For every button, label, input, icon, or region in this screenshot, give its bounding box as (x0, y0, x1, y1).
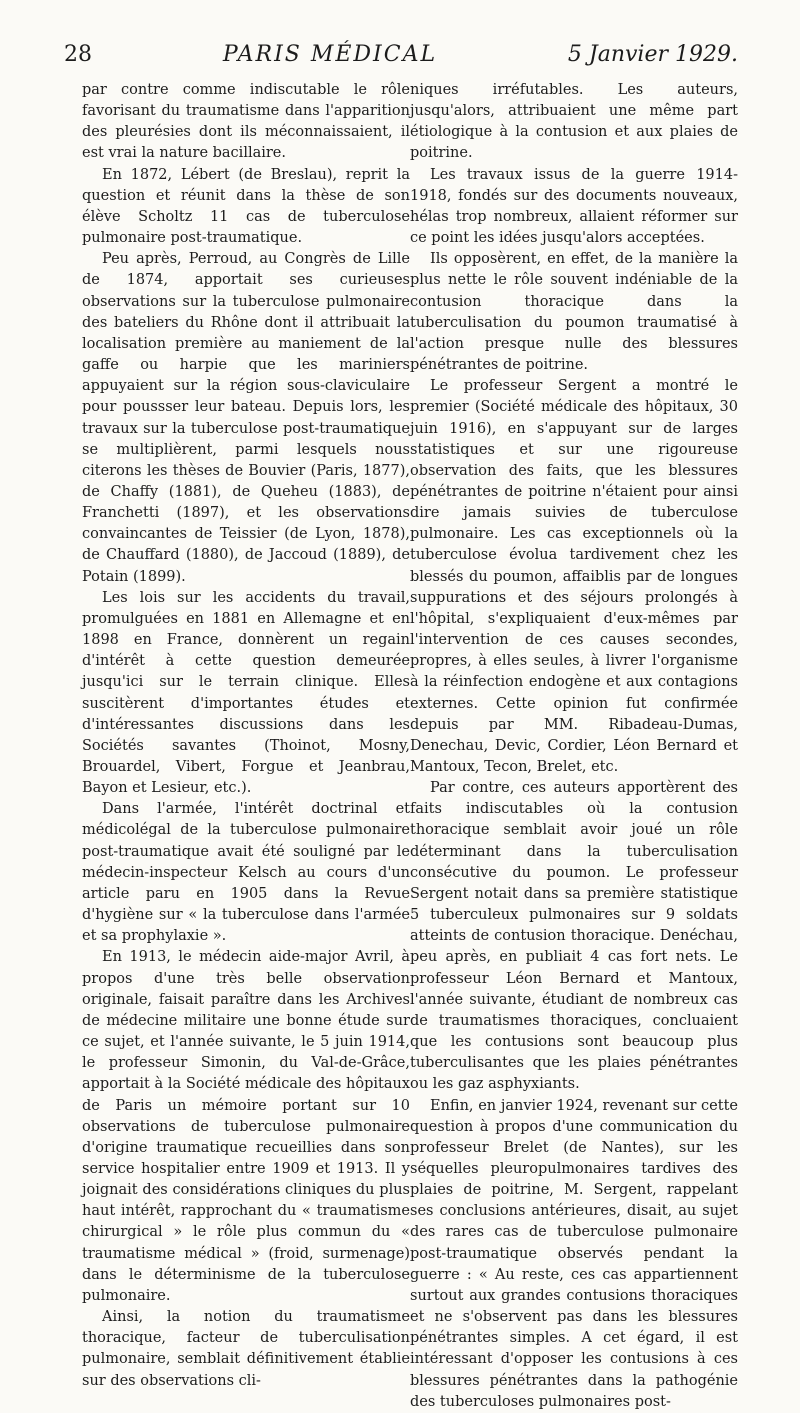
paragraph: Ainsi, la notion du traumatisme thoracique, facteur de tuberculisation pulmonaire, semblait définitivement établie sur des observations cli- (82, 1309, 410, 1389)
right-column (410, 80, 738, 1413)
paragraph: niques irréfutables. Les auteurs, jusqu'alors, attribuaient une même part étiologique à la contusion et aux plaies de poitrine. (410, 82, 738, 162)
page-header (64, 42, 738, 74)
paragraph: Le professeur Sergent a montré le premier (Société médicale des hôpitaux, 30 juin 1916), en s'appuyant sur de larges statistiques et sur une rigoureuse observation des faits, que les blessures pénétrantes de poitrine n'étaient pour ainsi dire jamais suivies de tuberculose pulmonaire. Les cas exceptionnels où la tuberculose évolua tardivement chez les blessés du poumon, affaiblis par de longues suppurations et des séjours prolongés à l'hôpital, s'expliquaient d'eux-mêmes par l'intervention de ces causes secondes, propres, à elles seules, à livrer l'organisme à la réinfection endogène et aux contagions externes. Cette opinion fut confirmée depuis par MM. Ribadeau-Dumas, Denechau, Devic, Cordier, Léon Bernard et Mantoux, Tecon, Brelet, etc. (410, 378, 738, 775)
paragraph: Enfin, en janvier 1924, revenant sur cette question à propos d'une communication du professeur Brelet (de Nantes), sur les séquelles pleuropulmonaires tardives des plaies de poitrine, M. Sergent, rappelant ses conclusions antérieures, disait, au sujet des rares cas de tuberculose pulmonaire post-traumatique observés pendant la guerre : « Au reste, ces cas appartiennent surtout aux grandes contusions thoraciques et ne s'observent pas dans les blessures pénétrantes simples. A cet égard, il est intéressant d'opposer les contusions à ces blessures pénétrantes dans la pathogénie des tuberculoses pulmonaires post- (410, 1097, 738, 1410)
paragraph: Les travaux issus de la guerre 1914-1918, fondés sur des documents nouveaux, hélas trop nombreux, allaient réformer sur ce point les idées jusqu'alors acceptées. (410, 166, 738, 247)
paragraph: Par contre, ces auteurs apportèrent des faits indiscutables où la contusion thoracique semblait avoir joué un rôle déterminant dans la tuberculisation consécutive du poumon. Le professeur Sergent notait dans sa première statistique 5 tuberculeux pulmonaires sur 9 soldats atteints de contusion thoracique. Denéchau, peu après, en publiait 4 cas fort nets. Le professeur Léon Bernard et Mantoux, l'année suivante, étudiant de nombreux cas de traumatismes thoraciques, concluaient que les contusions sont beaucoup plus tuberculisantes que les plaies pénétrantes ou les gaz asphyxiants. (410, 780, 738, 1093)
paragraph: Les lois sur les accidents du travail, promulguées en 1881 en Allemagne et en 1898 en France, donnèrent un regain d'intérêt à cette question demeurée jusqu'ici sur le terrain clinique. Elles suscitèrent d'importantes études et d'intéressantes discussions dans les Sociétés savantes (Thoinot, Mosny, Brouardel, Vibert, Forgue et Jeanbrau, Bayon et Lesieur, etc.). (82, 589, 410, 797)
journal-title: PARIS MÉDICAL (222, 42, 438, 67)
issue-date: 5 Janvier 1929. (567, 42, 738, 67)
left-column (82, 80, 410, 1392)
paragraph: Ils opposèrent, en effet, de la manière la plus nette le rôle souvent indéniable de la contusion thoracique dans la tuberculisation du poumon traumatisé à l'action presque nulle des blessures pénétrantes de poitrine. (410, 251, 738, 374)
paragraph: Dans l'armée, l'intérêt doctrinal et médicolégal de la tuberculose pulmonaire post-traumatique avait été souligné par le médecin-inspecteur Kelsch au cours d'un article paru en 1905 dans la Revue d'hygiène sur « la tuberculose dans l'armée et sa prophylaxie ». (82, 801, 410, 945)
page-number: 28 (64, 42, 92, 67)
paragraph: En 1872, Lébert (de Breslau), reprit la question et réunit dans la thèse de son élève Scholtz 11 cas de tuberculose pulmonaire post-traumatique. (82, 166, 410, 247)
paragraph: Peu après, Perroud, au Congrès de Lille de 1874, apportait ses curieuses observations sur la tuberculose pulmonaire des bateliers du Rhône dont il attribuait la localisation première au maniement de la gaffe ou harpie que les mariniers appuyaient sur la région sous-claviculaire pour poussser leur bateau. Depuis lors, les travaux sur la tuberculose post-traumatique se multiplièrent, parmi lesquels nous citerons les thèses de Bouvier (Paris, 1877), de Chaffy (1881), de Queheu (1883), de Franchetti (1897), et les observations convaincantes de Teissier (de Lyon, 1878), de Chauffard (1880), de Jaccoud (1889), de Potain (1899). (82, 251, 410, 585)
paragraph: par contre comme indiscutable le rôle favorisant du traumatisme dans l'apparition des pleurésies dont ils méconnaissaient, il est vrai la nature bacillaire. (82, 82, 410, 162)
paragraph: En 1913, le médecin aide-major Avril, à propos d'une très belle observation originale, faisait paraître dans les Archives de médecine militaire une bonne étude sur ce sujet, et l'année suivante, le 5 juin 1914, le professeur Simonin, du Val-de-Grâce, apportait à la Société médicale des hôpitaux de Paris un mémoire portant sur 10 observations de tuberculose pulmonaire d'origine traumatique recueillies dans son service hospitalier entre 1909 et 1913. Il y joignait des considérations cliniques du plus haut intérêt, rapprochant du « traumatisme chirurgical » le rôle plus commun du « traumatisme médical » (froid, surmenage) dans le déterminisme de la tuberculose pulmonaire. (82, 949, 410, 1304)
